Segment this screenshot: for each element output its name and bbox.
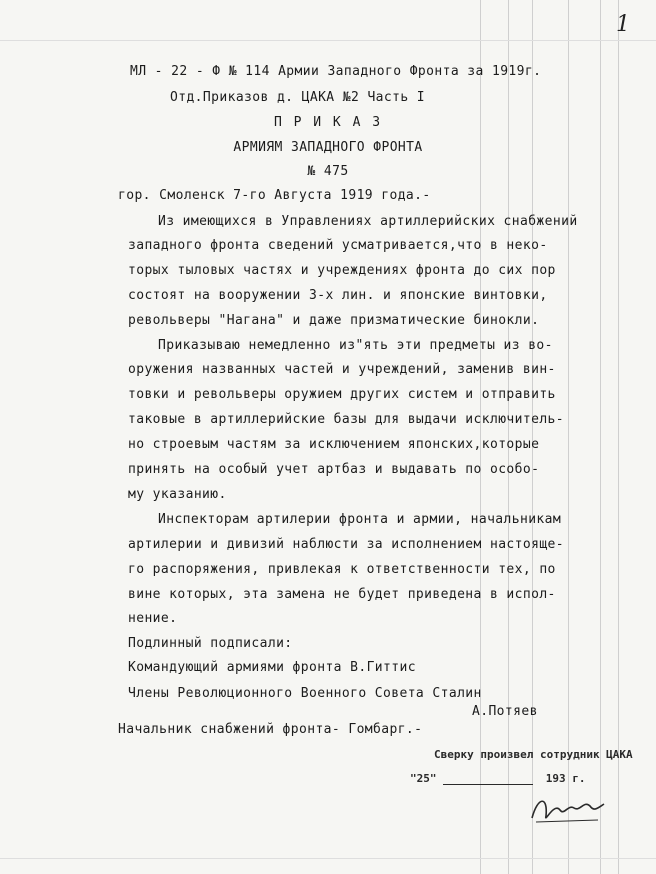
ruling-line [0, 858, 656, 859]
paragraph-line: торых тыловых частях и учреждениях фронта до сих пор [128, 263, 556, 278]
paragraph-line: оружения названных частей и учреждений, заменив вин- [128, 362, 556, 377]
paragraph-line: нение. [128, 611, 178, 626]
stamp-text: Сверку произвел сотрудник ЦАКА [434, 748, 633, 761]
document-subtitle: АРМИЯМ ЗАПАДНОГО ФРОНТА [233, 140, 423, 155]
signatory-supply-chief: Начальник снабжений фронта- Гомбарг.- [118, 722, 423, 737]
division-line: Отд.Приказов д. ЦАКА №2 Часть I [170, 90, 426, 105]
ruling-line [0, 40, 656, 41]
place-date: гор. Смоленск 7-го Августа 1919 года.- [118, 188, 431, 203]
paragraph-line: му указанию. [128, 487, 227, 502]
paragraph-line: Приказываю немедленно из"ять эти предметы из во- [158, 338, 553, 353]
signed-label: Подлинный подписали: [128, 636, 293, 651]
archive-header: МЛ - 22 - Ф № 114 Армии Западного Фронта за 1919г. [130, 64, 542, 79]
document-title: П Р И К А З [273, 115, 383, 130]
paragraph-line: но строевым частям за исключением японских,которые [128, 437, 540, 452]
stamp-month-handwritten [443, 768, 533, 785]
stamp-year: 193 г. [545, 772, 586, 785]
stamp-date-row [410, 768, 586, 785]
handwritten-signature [528, 790, 608, 830]
signatory-council-second: А.Потяев [472, 704, 538, 719]
paragraph-line: товки и револьверы оружием других систем и отправить [128, 387, 556, 402]
paragraph-line: состоят на вооружении 3-х лин. и японские винтовки, [128, 288, 548, 303]
paragraph-line: револьверы "Нагана" и даже призматические бинокли. [128, 313, 540, 328]
paragraph-line: западного фронта сведений усматривается,что в неко- [128, 238, 548, 253]
signatory-council: Члены Революционного Военного Совета Сталин [128, 686, 482, 701]
page-number: 1 [616, 12, 630, 37]
paragraph-line: принять на особый учет артбаз и выдавать по особо- [128, 462, 540, 477]
paragraph-line: Из имеющихся в Управлениях артиллерийских снабжений [158, 214, 578, 229]
paragraph-line: артилерии и дивизий наблюсти за исполнением настояще- [128, 537, 565, 552]
stamp-day: "25" [410, 772, 437, 785]
paragraph-line: го распоряжения, привлекая к ответственности тех, по [128, 562, 556, 577]
paragraph-line: Инспекторам артилерии фронта и армии, начальникам [158, 512, 562, 527]
order-number: № 475 [307, 164, 349, 179]
paragraph-line: вине которых, эта замена не будет приведена в испол- [128, 587, 556, 602]
signatory-commander: Командующий армиями фронта В.Гиттис [128, 660, 416, 675]
paragraph-line: таковые в артиллерийские базы для выдачи исключитель- [128, 412, 565, 427]
